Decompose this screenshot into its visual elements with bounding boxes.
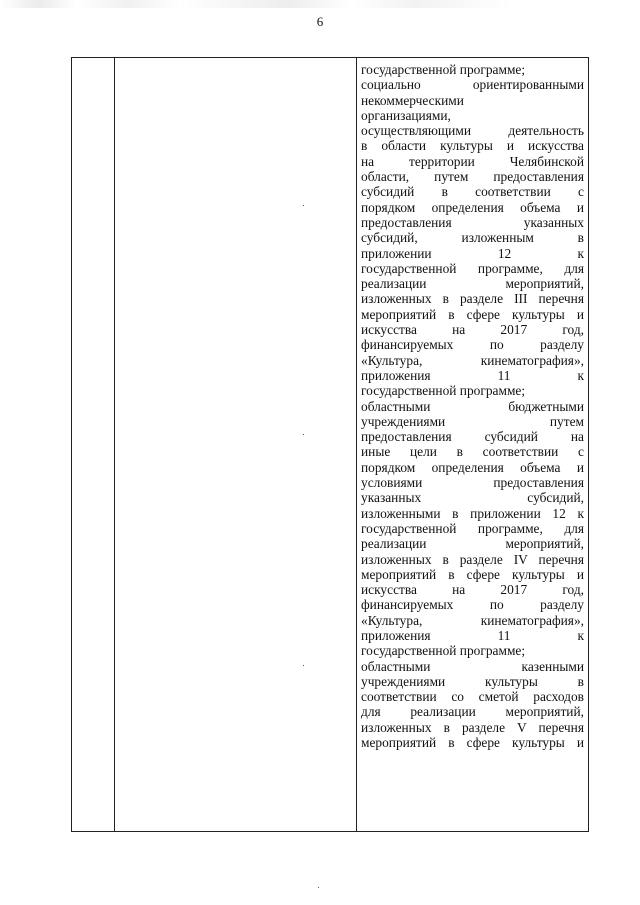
text-line: условиями предоставления <box>361 475 584 491</box>
text-line: искусства на 2017 год, <box>361 582 584 598</box>
scan-speck <box>318 887 319 888</box>
text-line: финансируемых по разделу <box>361 597 584 613</box>
text-line: изложенными в приложении 12 к <box>361 505 584 521</box>
text-line: приложения 11 к <box>361 367 584 383</box>
text-line: социально ориентированными <box>361 77 584 93</box>
text-line: государственной программе; <box>361 643 526 659</box>
text-line: приложении 12 к <box>361 245 584 261</box>
text-line: осуществляющими деятельность <box>361 123 584 139</box>
scan-speck <box>303 205 304 206</box>
text-line: субсидий в соответствии с <box>361 184 584 200</box>
text-line: организациями, <box>361 107 451 123</box>
text-line: мероприятий в сфере культуры и <box>361 566 584 582</box>
text-line: мероприятий в сфере культуры и <box>361 735 584 751</box>
page-number: 6 <box>316 14 324 29</box>
text-line: областными бюджетными <box>361 398 584 414</box>
text-line: финансируемых по разделу <box>361 337 584 353</box>
text-line: приложения 11 к <box>361 627 584 643</box>
text-line: порядком определения объема и <box>361 459 584 475</box>
text-line: изложенных в разделе V перечня <box>361 719 584 735</box>
table-cell-title <box>115 58 357 832</box>
text-line: учреждениями путем <box>361 413 584 429</box>
text-line: государственной программе; <box>361 62 526 77</box>
text-line: мероприятий в сфере культуры и <box>361 306 584 322</box>
description-text <box>357 58 588 750</box>
text-line: изложенных в разделе IV перечня <box>361 551 584 567</box>
text-line: субсидий, изложенным в <box>361 230 584 246</box>
text-line: в области культуры и искусства <box>361 138 584 154</box>
text-line: искусства на 2017 год, <box>361 322 584 338</box>
text-line: «Культура, кинематография», <box>361 612 584 628</box>
text-line: реализации мероприятий, <box>361 536 584 552</box>
text-line: предоставления указанных <box>361 214 584 230</box>
text-line: изложенных в разделе III перечня <box>361 291 584 307</box>
text-line: указанных субсидий, <box>361 490 584 506</box>
text-line: учреждениями культуры в <box>361 673 584 689</box>
scan-speck <box>303 434 304 435</box>
text-line: соответствии со сметой расходов <box>361 689 584 705</box>
text-line: порядком определения объема и <box>361 199 584 215</box>
text-line: государственной программе, для <box>361 260 584 276</box>
text-line: областными казенными <box>361 658 584 674</box>
text-line: государственной программе; <box>361 383 526 399</box>
text-line: для реализации мероприятий, <box>361 704 584 720</box>
table-row <box>72 58 589 832</box>
text-line: на территории Челябинской <box>361 153 584 169</box>
text-line: области, путем предоставления <box>361 169 584 185</box>
scan-artifact-strip <box>0 0 640 8</box>
table-cell-description <box>357 58 589 832</box>
text-line: «Культура, кинематография», <box>361 352 584 368</box>
text-line: некоммерческими <box>361 92 464 108</box>
table-cell-number <box>72 58 115 832</box>
text-line: предоставления субсидий на <box>361 429 584 445</box>
scan-speck <box>303 665 304 666</box>
text-line: государственной программе, для <box>361 520 584 536</box>
document-table <box>71 57 589 832</box>
text-line: иные цели в соответствии с <box>361 444 584 460</box>
text-line: реализации мероприятий, <box>361 276 584 292</box>
